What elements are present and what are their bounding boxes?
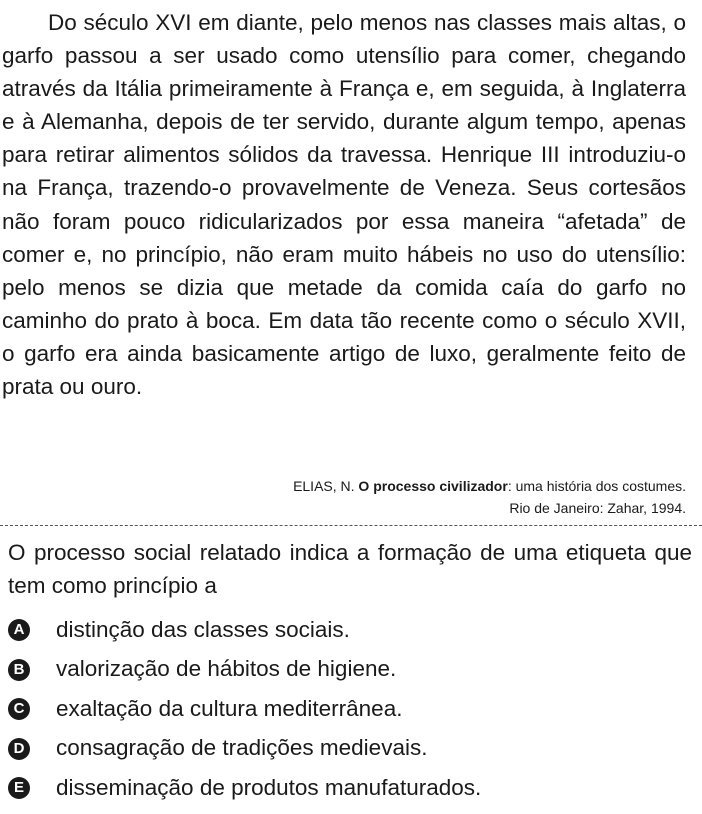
option-a-text: distinção das classes sociais. [56, 616, 350, 642]
question-stem: O processo social relatado indica a formação de uma etiqueta que tem como princípio a [8, 540, 692, 598]
citation-line-1 [293, 475, 686, 497]
option-a-letter-badge: A [8, 619, 30, 641]
option-c-text: exaltação da cultura mediterrânea. [56, 695, 403, 721]
option-e-text: disseminação de produtos manufaturados. [56, 774, 482, 800]
option-d-text: consagração de tradições medievais. [56, 735, 428, 761]
option-c-letter-badge: C [8, 698, 30, 720]
option-c[interactable] [8, 689, 698, 729]
option-a[interactable] [8, 610, 698, 650]
citation-publication: Rio de Janeiro: Zahar, 1994. [509, 500, 686, 516]
answer-options [8, 610, 698, 808]
citation-author: ELIAS, N. [293, 478, 359, 494]
passage-text: Do século XVI em diante, pelo menos nas classes mais altas, o garfo passou a ser usado como utensílio para comer, chegando através da Itália primeiramente à França e, em seguida, à Inglaterra e à Alemanha, depois de ter servido, durante algum tempo, apenas para retirar alimentos sólidos da travessa. Henrique III introduziu-o na França, trazendo-o provavelmente de Veneza. Seus cortesãos não foram pouco ridicularizados por essa maneira “afetada” de comer e, no princípio, não eram muito hábeis no uso do utensílio: pelo menos se dizia que metade da comida caía do garfo no caminho do prato à boca. Em data tão recente como o século XVII, o garfo era ainda basicamente artigo de luxo, geralmente feito de prata ou ouro. [2, 10, 686, 400]
dashed-divider [0, 525, 702, 526]
option-e[interactable] [8, 768, 698, 808]
option-b-text: valorização de hábitos de higiene. [56, 656, 397, 682]
option-b[interactable] [8, 650, 698, 690]
option-b-letter-badge: B [8, 659, 30, 681]
option-e-letter-badge: E [8, 777, 30, 799]
option-d[interactable] [8, 729, 698, 769]
option-d-letter-badge: D [8, 738, 30, 760]
citation-title: O processo civilizador [358, 478, 508, 494]
citation-subtitle: : uma história dos costumes. [507, 478, 686, 494]
source-citation [293, 475, 686, 519]
